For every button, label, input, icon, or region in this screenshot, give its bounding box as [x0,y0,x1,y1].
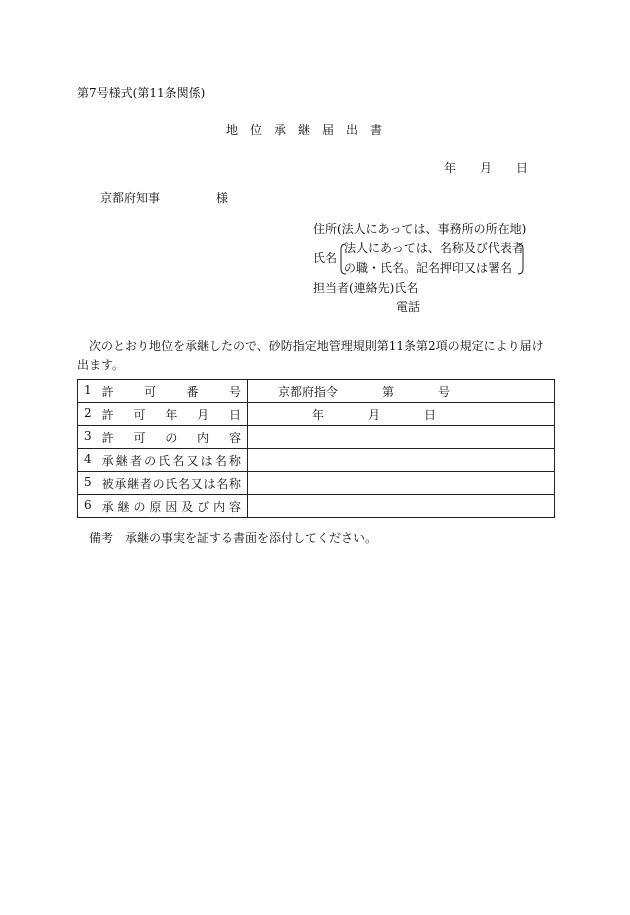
row-value-cell [248,472,555,495]
form-number: 第7号様式(第11条関係) [77,86,206,100]
contact-label: 担当者(連絡先)氏名 [313,281,419,295]
row-value-cell [248,449,555,472]
row-label: 許可年月日 [101,407,241,422]
addressee-honorific: 様 [216,191,229,205]
phone-label: 電話 [396,300,421,314]
row-number: 4 [84,451,92,466]
row-label: 許可の内容 [101,430,241,445]
row-label: 許可番号 [101,384,241,399]
table-row [78,495,555,518]
table-row [78,380,555,403]
value-part: 号 [438,384,451,399]
value-part: 第 [382,384,395,399]
row-label-cell [78,449,248,472]
value-part: 年 [312,407,325,422]
document-title: 地位承継届出書 [226,123,395,137]
row-label: 承継者の氏名又は名称 [101,453,241,468]
remarks-text: 承継の事実を証する書面を添付してください。 [125,531,378,545]
row-label: 被承継者の氏名又は名称 [101,476,241,491]
row-label-cell [78,495,248,518]
table-row [78,472,555,495]
name-note-line-2: の職・氏名。記名押印又は署名 [344,261,513,275]
value-part: 月 [368,407,381,422]
row-label-cell [78,403,248,426]
table-row [78,403,555,426]
date-year: 年 [444,161,457,175]
address-label: 住所(法人にあっては、事務所の所在地) [313,222,527,236]
remarks [89,531,377,545]
row-value-cell [248,380,555,403]
date-line [444,161,528,175]
table-row [78,449,555,472]
row-label-cell [78,380,248,403]
addressee [100,191,228,205]
remarks-label: 備考 [89,531,114,545]
details-table [77,379,555,518]
name-label: 氏名 [313,251,338,265]
statement-text: 次のとおり地位を承継したので、砂防指定地管理規則第11条第2項の規定により届け出ます。 [77,339,544,372]
date-day: 日 [516,161,529,175]
row-number: 6 [84,497,92,512]
name-note-line-1: 法人にあっては、名称及び代表者 [344,241,524,255]
row-label-cell [78,426,248,449]
row-number: 2 [84,405,92,420]
row-number: 1 [84,382,92,397]
value-part: 日 [424,407,437,422]
value-part: 京都府指令 [278,384,339,399]
row-label: 承継の原因及び内容 [101,499,241,514]
table-row [78,426,555,449]
row-value-cell [248,403,555,426]
row-number: 5 [84,474,92,489]
row-number: 3 [84,428,92,443]
row-label-cell [78,472,248,495]
date-month: 月 [480,161,493,175]
row-value-cell [248,495,555,518]
row-value-cell [248,426,555,449]
addressee-name: 京都府知事 [100,191,161,205]
